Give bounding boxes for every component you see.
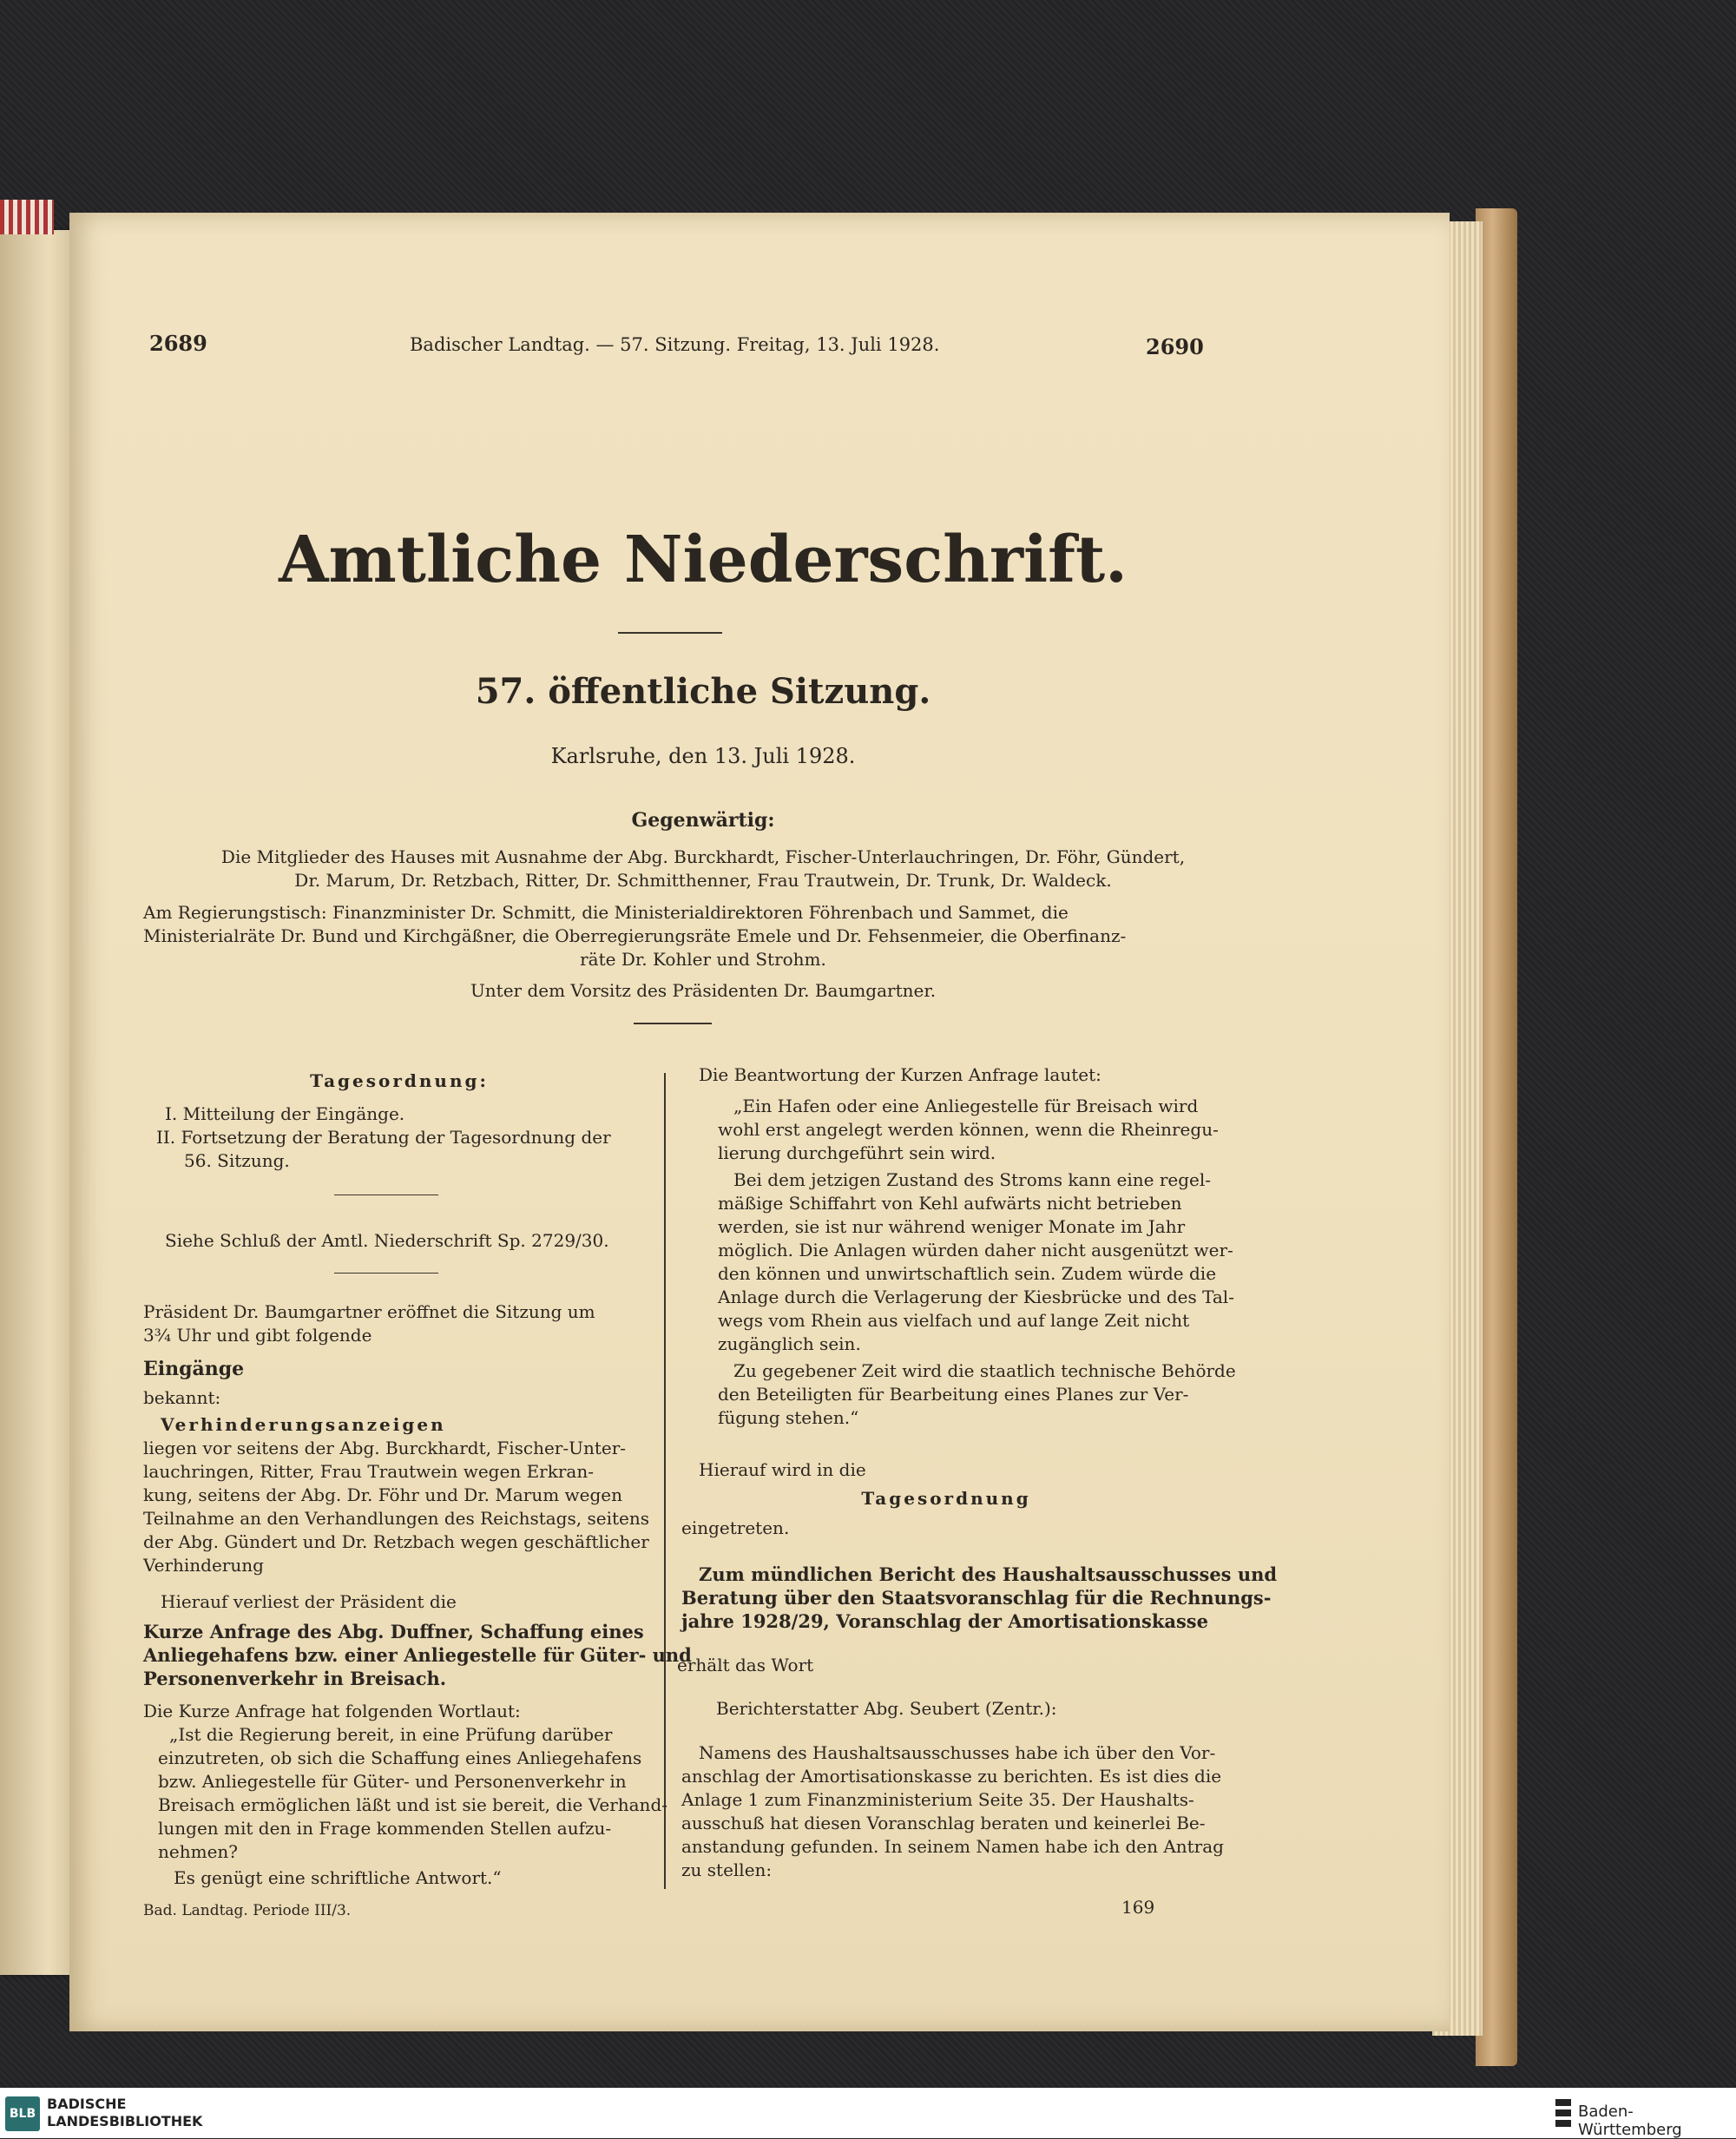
answer-line: zugänglich sein. xyxy=(718,1333,861,1354)
anfrage-text-line: bzw. Anliegestelle für Güter- und Personenverkehr in xyxy=(158,1771,627,1792)
anfrage-text-line: „Ist die Regierung bereit, in eine Prüfung darüber xyxy=(169,1724,613,1745)
anfrage-text-line: Breisach ermöglichen läßt und ist sie bereit, die Verhand- xyxy=(158,1794,668,1815)
place-date: Karlsruhe, den 13. Juli 1928. xyxy=(550,744,856,768)
chair-line: Unter dem Vorsitz des Präsidenten Dr. Baumgartner. xyxy=(470,980,937,1001)
answer-line: werden, sie ist nur während weniger Monate im Jahr xyxy=(718,1216,1186,1237)
blb-logo[interactable]: BLB xyxy=(5,2096,40,2131)
document-title: Amtliche Niederschrift. xyxy=(279,523,1128,597)
opening-line: Präsident Dr. Baumgartner eröffnet die Sitzung um xyxy=(143,1301,595,1322)
hierauf-line: Hierauf wird in die xyxy=(699,1459,866,1480)
bericht-text-line: anschlag der Amortisationskasse zu berichten. Es ist dies die xyxy=(681,1766,1222,1787)
page-number-right: 2690 xyxy=(1146,334,1204,359)
answer-line: mäßige Schiffahrt von Kehl aufwärts nicht betrieben xyxy=(718,1193,1182,1214)
answer-line: Anlage durch die Verlagerung der Kiesbrücke und des Tal- xyxy=(718,1287,1234,1307)
verhinderung-line: lauchringen, Ritter, Frau Trautwein wegen Erkran- xyxy=(143,1461,594,1482)
library-name-line: BADISCHE xyxy=(47,2096,127,2112)
answer-line: fügung stehen.“ xyxy=(718,1407,859,1428)
running-title: Badischer Landtag. — 57. Sitzung. Freitag, 13. Juli 1928. xyxy=(410,334,940,355)
answer-line: den können und unwirtschaftlich sein. Zudem würde die xyxy=(718,1263,1217,1284)
answer-line: lierung durchgeführt sein wird. xyxy=(718,1142,996,1163)
see-end-note: Siehe Schluß der Amtl. Niederschrift Sp. 2729/30. xyxy=(165,1230,609,1251)
bericht-title-line: Beratung über den Staatsvoranschlag für die Rechnungs- xyxy=(681,1587,1272,1609)
anfrage-text-line: lungen mit den in Frage kommenden Stellen aufzu- xyxy=(158,1818,612,1839)
anfrage-title-line: Personenverkehr in Breisach. xyxy=(143,1668,447,1689)
beantwortung-line: Die Beantwortung der Kurzen Anfrage lautet: xyxy=(699,1064,1101,1085)
verhinderung-heading: Verhinderungsanzeigen xyxy=(161,1414,446,1435)
answer-line: den Beteiligten für Bearbeitung eines Planes zur Ver- xyxy=(718,1384,1189,1405)
answer-line: Zu gegebener Zeit wird die staatlich technische Behörde xyxy=(733,1360,1236,1381)
government-line: Am Regierungstisch: Finanzminister Dr. Schmitt, die Ministerialdirektoren Föhrenbach und Sammet, die xyxy=(143,902,1069,923)
answer-line: „Ein Hafen oder eine Anliegestelle für Breisach wird xyxy=(733,1096,1199,1116)
title-rule xyxy=(618,632,722,634)
page-footer-left: Bad. Landtag. Periode III/3. xyxy=(143,1902,352,1919)
berichterstatter-line: Berichterstatter Abg. Seubert (Zentr.): xyxy=(716,1698,1057,1719)
attribution-bar xyxy=(0,2088,1736,2138)
members-line: Die Mitglieder des Hauses mit Ausnahme der Abg. Burckhardt, Fischer-Unterlauchringen, Dr. Föhr, Gündert, xyxy=(220,846,1186,867)
bekannt-line: bekannt: xyxy=(143,1387,221,1408)
bericht-text-line: Namens des Haushaltsausschusses habe ich über den Vor- xyxy=(699,1742,1216,1763)
library-name xyxy=(47,2096,202,2130)
answer-line: möglich. Die Anlagen würden daher nicht ausgenützt wer- xyxy=(718,1240,1233,1260)
wortlaut-line: Die Kurze Anfrage hat folgenden Wortlaut: xyxy=(143,1701,521,1721)
bericht-text-line: ausschuß hat diesen Voranschlag beraten und keinerlei Be- xyxy=(681,1813,1206,1833)
header-rule xyxy=(634,1023,712,1024)
eingetreten-line: eingetreten. xyxy=(681,1517,790,1538)
note-rule xyxy=(334,1273,438,1274)
agenda-item: 56. Sitzung. xyxy=(184,1150,290,1171)
session-title: 57. öffentliche Sitzung. xyxy=(475,671,931,712)
answer-line: Bei dem jetzigen Zustand des Stroms kann eine regel- xyxy=(733,1169,1212,1190)
page-number-left: 2689 xyxy=(149,331,207,356)
bericht-text-line: anstandung gefunden. In seinem Namen habe ich den Antrag xyxy=(681,1836,1224,1857)
lion-icon xyxy=(1554,2096,1573,2130)
eingaenge-heading: Eingänge xyxy=(143,1358,245,1380)
present-heading: Gegenwärtig: xyxy=(631,809,775,832)
bericht-title-line: Zum mündlichen Bericht des Haushaltsausschusses und xyxy=(699,1563,1278,1585)
anfrage-text-line: einzutreten, ob sich die Schaffung eines Anliegehafens xyxy=(158,1747,642,1768)
government-line: Ministerialräte Dr. Bund und Kirchgäßner, die Oberregierungsräte Emele und Dr. Fehsenmeier, die Oberfinanz- xyxy=(143,925,1127,946)
column-divider xyxy=(664,1073,666,1889)
bookmark-ribbon xyxy=(0,200,54,234)
bericht-title-line: jahre 1928/29, Voranschlag der Amortisationskasse xyxy=(681,1610,1208,1632)
anfrage-title-line: Kurze Anfrage des Abg. Duffner, Schaffung eines xyxy=(143,1621,644,1642)
government-line: räte Dr. Kohler und Strohm. xyxy=(580,949,826,970)
members-line: Dr. Marum, Dr. Retzbach, Ritter, Dr. Schmitthenner, Frau Trautwein, Dr. Trunk, Dr. Waldeck. xyxy=(294,870,1112,891)
page-number-bottom: 169 xyxy=(1121,1897,1155,1918)
erhaelt-line: erhält das Wort xyxy=(677,1655,814,1675)
verhinderung-line: der Abg. Gündert und Dr. Retzbach wegen geschäftlicher xyxy=(143,1531,649,1552)
library-name-line: LANDESBIBLIOTHEK xyxy=(47,2113,203,2129)
partner-name[interactable]: Baden-Württemberg xyxy=(1578,2103,1682,2139)
agenda-heading: Tagesordnung: xyxy=(310,1070,489,1091)
verhinderung-line: Verhinderung xyxy=(143,1555,264,1576)
answer-line: wohl erst angelegt werden können, wenn die Rheinregu- xyxy=(718,1119,1219,1140)
opening-line: 3¾ Uhr und gibt folgende xyxy=(143,1325,372,1346)
anfrage-title-line: Anliegehafens bzw. einer Anliegestelle für Güter- und xyxy=(143,1644,692,1666)
left-book-page xyxy=(0,230,69,1975)
anfrage-text-line: Es genügt eine schriftliche Antwort.“ xyxy=(174,1867,502,1888)
bericht-text-line: Anlage 1 zum Finanzministerium Seite 35. Der Haushalts- xyxy=(681,1789,1194,1810)
answer-line: wegs vom Rhein aus vielfach und auf lange Zeit nicht xyxy=(718,1310,1190,1331)
anfrage-text-line: nehmen? xyxy=(158,1841,239,1862)
agenda-item: II. Fortsetzung der Beratung der Tagesordnung der xyxy=(156,1127,611,1148)
bericht-text-line: zu stellen: xyxy=(681,1859,773,1880)
verhinderung-line: liegen vor seitens der Abg. Burckhardt, Fischer-Unter- xyxy=(143,1438,627,1458)
verhinderung-line: kung, seitens der Abg. Dr. Föhr und Dr. Marum wegen xyxy=(143,1484,623,1505)
verliest-line: Hierauf verliest der Präsident die xyxy=(161,1591,457,1612)
tagesordnung-heading: Tagesordnung xyxy=(861,1488,1031,1509)
verhinderung-line: Teilnahme an den Verhandlungen des Reichstags, seitens xyxy=(143,1508,649,1529)
agenda-item: I. Mitteilung der Eingänge. xyxy=(165,1103,405,1124)
